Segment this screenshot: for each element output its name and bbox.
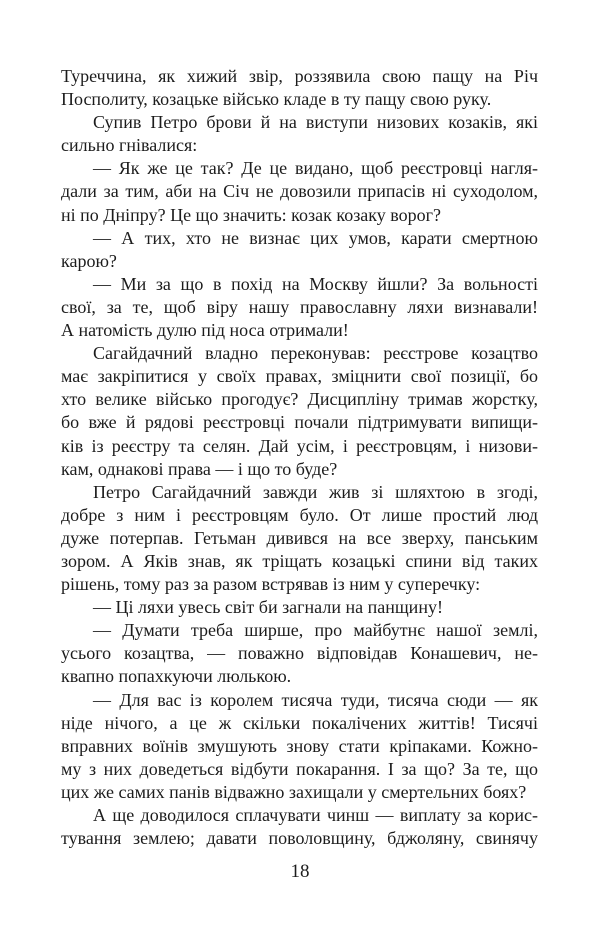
text-line: вправних воїнів змушують знову стати кріпаками. Кожно-	[61, 735, 538, 756]
text-line: Сагайдачний владно переконував: реєстрове козацтво	[93, 343, 538, 364]
text-line: зором. А Яків знав, як тріщать козацькі спини від таких	[61, 550, 538, 571]
text-line: дуже потерпав. Гетьман дивився на все зверху, панським	[61, 527, 538, 548]
text-line: — Ми за що в похід на Москву йшли? За вольності	[93, 273, 538, 294]
text-line: хто велике військо прогодує? Дисципліну тримав жорстку,	[61, 389, 538, 410]
text-line: Супив Петро брови й на виступи низових козаків, які	[93, 112, 538, 133]
text-line: цих же самих панів відважно захищали у смертельних боях?	[61, 781, 527, 802]
text-line: ніде нічого, а це ж скільки покалічених життів! Тисячі	[61, 712, 538, 733]
text-line: квапно попахкуючи люлькою.	[61, 666, 292, 687]
text-line: — Думати треба ширше, про майбутнє нашої землі,	[93, 620, 538, 641]
text-line: бо вже й рядові реєстровці почали підтримувати випищи-	[61, 412, 538, 433]
page-number: 18	[290, 861, 310, 882]
text-line: рішень, тому раз за разом встрявав із ним у суперечку:	[61, 574, 481, 595]
page-text	[61, 65, 538, 850]
text-line: — Як же це так? Де це видано, щоб реєстровці нагля-	[93, 158, 538, 179]
text-line: му з них доведеться відбути покарання. І за що? За те, що	[61, 758, 538, 779]
text-line: тування землею; давати поволовщину, бджоляну, свинячу	[61, 828, 538, 849]
text-line: ків із реєстру та селян. Дай усім, і реєстровцям, і низови-	[61, 435, 538, 456]
text-line: — Ці ляхи увесь світ би загнали на панщину!	[93, 597, 443, 618]
text-line: Посполиту, козацьке військо кладе в ту пащу свою руку.	[61, 89, 492, 110]
text-line: Туреччина, як хижий звір, роззявила свою пащу на Річ	[61, 66, 538, 86]
text-line: свої, за те, щоб віру нашу православну ляхи визнавали!	[61, 296, 538, 317]
text-line: кам, однакові права — і що то буде?	[61, 458, 338, 479]
text-line: — А тих, хто не визнає цих умов, карати смертною	[93, 227, 538, 248]
text-line: добре з ним і реєстровцям було. От лише простий люд	[61, 504, 538, 525]
text-line: — Для вас із королем тисяча туди, тисяча сюди — як	[93, 689, 538, 710]
text-line: А ще доводилося сплачувати чинш — виплату за корис-	[93, 805, 538, 825]
text-line: ні по Дніпру? Це що значить: козак козаку ворог?	[61, 204, 442, 225]
text-line: Петро Сагайдачний завжди жив зі шляхтою в згоді,	[93, 481, 538, 502]
text-line: карою?	[61, 250, 117, 271]
text-line: сильно гнівалися:	[61, 135, 198, 156]
text-line: має закріпитися у своїх правах, зміцнити свої позиції, бо	[61, 366, 538, 387]
text-line: усього козацтва, — поважно відповідав Конашевич, не-	[61, 643, 538, 664]
text-line: А натомість дулю під носа отримали!	[61, 320, 349, 341]
text-line: дали за тим, аби на Січ не довозили припасів ні суходолом,	[61, 181, 538, 202]
